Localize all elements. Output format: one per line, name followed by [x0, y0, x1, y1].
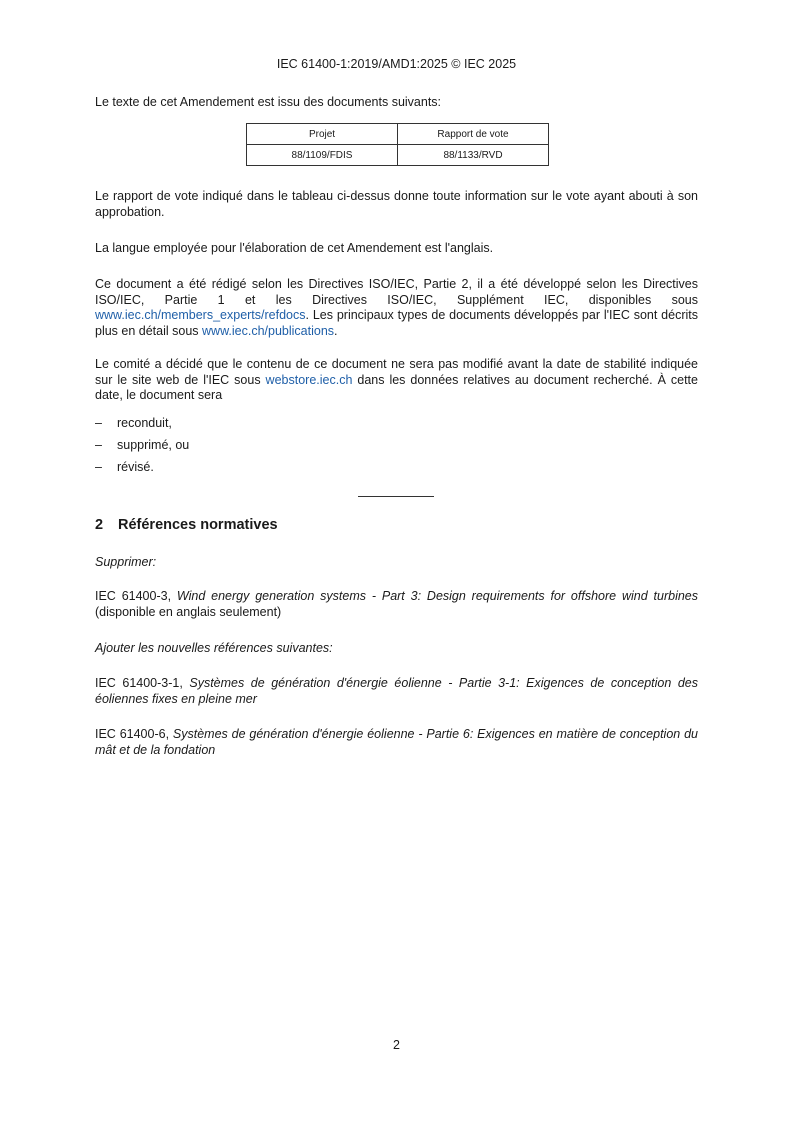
- add-label: [95, 641, 698, 657]
- vote-paragraph: Le rapport de vote indiqué dans le tableau ci-dessus donne toute information sur le vote ayant abouti à son approbation.: [95, 189, 698, 219]
- vote-table: [246, 123, 549, 166]
- added-reference-1: [95, 676, 698, 707]
- page-header: IEC 61400-1:2019/AMD1:2025 © IEC 2025: [276, 57, 517, 71]
- deleted-reference: [95, 589, 698, 620]
- ref-note: (disponible en anglais seulement): [95, 604, 282, 619]
- refdocs-link[interactable]: www.iec.ch/members_experts/refdocs: [95, 308, 306, 322]
- publications-link[interactable]: www.iec.ch/publications: [202, 323, 335, 338]
- webstore-link[interactable]: webstore.iec.ch: [265, 372, 353, 387]
- stability-text-2: dans les données relatives au document recherché. À cette date, le document sera: [95, 372, 698, 402]
- table-header-row: [247, 124, 549, 145]
- stability-paragraph: [95, 357, 698, 404]
- dash-marker: –: [95, 460, 102, 474]
- ref-title: Systèmes de génération d'énergie éolienne - Partie 3-1: Exigences de conception des éoliennes fixes en pleine mer: [95, 676, 698, 706]
- list-item-text: supprimé, ou: [117, 438, 190, 452]
- added-reference-2: [95, 727, 698, 758]
- add-label-text: Ajouter les nouvelles références suivantes:: [95, 641, 333, 655]
- ref-code: IEC 61400-3,: [95, 589, 177, 603]
- ref-title: Wind energy generation systems - Part 3: Design requirements for offshore wind turbines: [176, 589, 698, 603]
- table-row: [247, 145, 549, 166]
- delete-label-text: Supprimer:: [95, 555, 157, 569]
- table-cell: 88/1109/FDIS: [247, 145, 398, 166]
- table-cell: 88/1133/RVD: [398, 145, 549, 166]
- list-item: [95, 416, 172, 430]
- directives-text-3: .: [334, 323, 338, 338]
- list-item: [95, 438, 189, 452]
- directives-text-1: Ce document a été rédigé selon les Directives ISO/IEC, Partie 2, il a été développé selon les Directives ISO/IEC, Partie 1 et les Directives ISO/IEC, Supplément IEC, disponibles sous: [95, 277, 698, 307]
- directives-paragraph: [95, 277, 698, 339]
- section-title: Références normatives: [118, 517, 278, 533]
- section-heading: [95, 517, 278, 533]
- dash-marker: –: [95, 416, 102, 430]
- table-header-cell: Rapport de vote: [398, 124, 549, 145]
- separator-line: [358, 496, 434, 497]
- table-header-cell: Projet: [247, 124, 398, 145]
- dash-marker: –: [95, 438, 102, 452]
- list-item-text: révisé.: [117, 460, 154, 474]
- intro-text: Le texte de cet Amendement est issu des documents suivants:: [95, 95, 442, 109]
- delete-label: [95, 555, 698, 571]
- ref-code: IEC 61400-3-1,: [95, 676, 190, 690]
- stability-text-1: Le comité a décidé que le contenu de ce document ne sera pas modifié avant la date de stabilité indiquée sur le site web de l'IEC sous: [95, 357, 698, 387]
- directives-text-2: . Les principaux types de documents développés par l'IEC sont décrits plus en détail sous: [95, 308, 698, 338]
- list-item: [95, 460, 154, 474]
- list-item-text: reconduit,: [117, 416, 172, 430]
- ref-title: Systèmes de génération d'énergie éolienne - Partie 6: Exigences en matière de conception du mât et de la fondation: [95, 727, 698, 757]
- page-number: 2: [393, 1038, 400, 1052]
- section-number: 2: [95, 517, 104, 533]
- ref-code: IEC 61400-6,: [95, 727, 173, 741]
- language-paragraph: La langue employée pour l'élaboration de cet Amendement est l'anglais.: [95, 241, 494, 255]
